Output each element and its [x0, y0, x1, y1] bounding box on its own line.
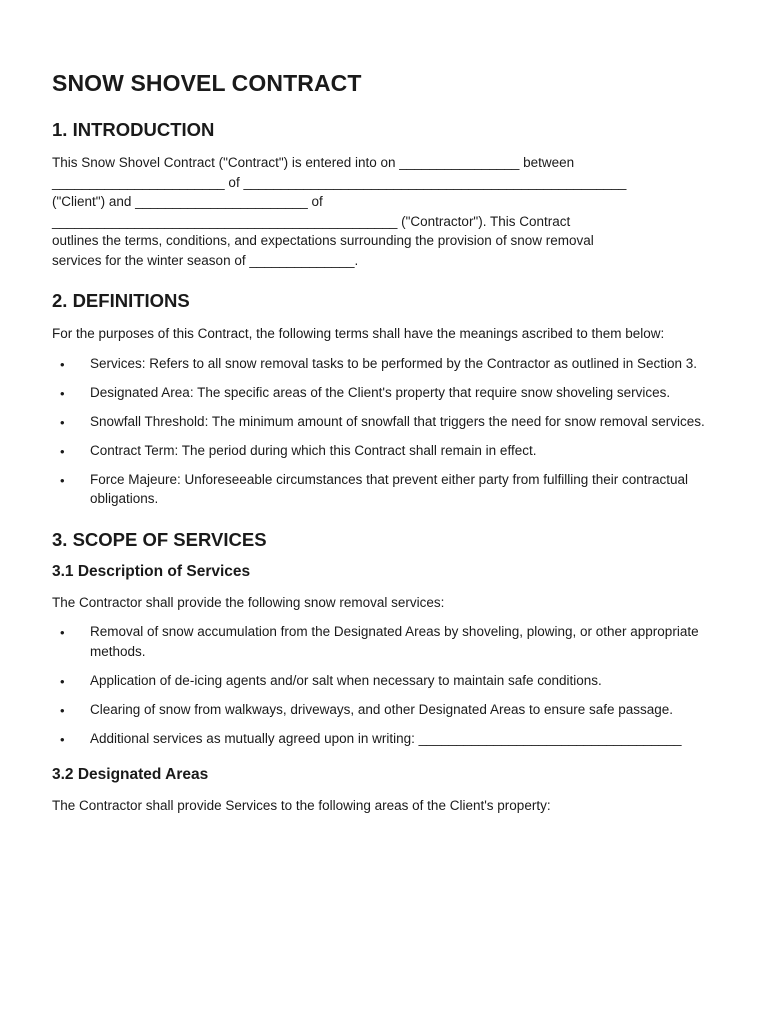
- list-item: [52, 354, 718, 374]
- bullet-icon: •: [60, 731, 65, 747]
- bullet-icon: •: [60, 443, 65, 459]
- bullet-icon: •: [60, 414, 65, 430]
- document-title: SNOW SHOVEL CONTRACT: [52, 70, 362, 96]
- bullet-icon: •: [60, 625, 65, 640]
- introduction-paragraph: [52, 153, 718, 270]
- subsection-areas: [52, 766, 718, 816]
- subsection-description: [52, 563, 718, 749]
- section-introduction: [52, 119, 718, 270]
- description-heading: 3.1 Description of Services: [52, 562, 251, 580]
- bullet-icon: •: [60, 385, 65, 401]
- services-list: [52, 622, 718, 748]
- list-item-text: Additional services as mutually agreed upon in writing: ___________________________________: [90, 730, 682, 746]
- bullet-icon: •: [60, 702, 65, 718]
- list-item: [52, 412, 718, 432]
- list-item-text: Removal of snow accumulation from the Designated Areas by shoveling, plowing, or other appropriate methods.: [90, 624, 699, 659]
- bullet-icon: •: [60, 356, 65, 372]
- description-intro: The Contractor shall provide the following snow removal services:: [52, 594, 445, 610]
- list-item: [52, 470, 718, 509]
- intro-line: This Snow Shovel Contract ("Contract") is entered into on ________________ between: [52, 155, 575, 170]
- introduction-heading: 1. INTRODUCTION: [52, 119, 215, 140]
- list-item: [52, 700, 718, 720]
- bullet-icon: •: [60, 673, 65, 689]
- list-item-text: Application of de-icing agents and/or salt when necessary to maintain safe conditions.: [90, 672, 602, 688]
- definitions-intro: For the purposes of this Contract, the following terms shall have the meanings ascribed to them below:: [52, 326, 665, 341]
- list-item-text: Designated Area: The specific areas of the Client's property that require snow shoveling services.: [90, 384, 671, 400]
- list-item-text: Clearing of snow from walkways, driveways, and other Designated Areas to ensure safe passage.: [90, 701, 674, 717]
- list-item-text: Contract Term: The period during which this Contract shall remain in effect.: [90, 442, 537, 458]
- bullet-icon: •: [60, 472, 65, 488]
- list-item: [52, 383, 718, 403]
- section-scope: [52, 529, 718, 816]
- intro-line: ("Client") and _______________________ of: [52, 194, 323, 209]
- areas-intro: The Contractor shall provide Services to the following areas of the Client's property:: [52, 798, 551, 813]
- list-item: [52, 622, 718, 661]
- list-item-text: Force Majeure: Unforeseeable circumstances that prevent either party from fulfilling their contractual obligations.: [90, 471, 689, 506]
- intro-line: services for the winter season of ______________.: [52, 252, 359, 268]
- list-item: [52, 671, 718, 691]
- intro-line: outlines the terms, conditions, and expectations surrounding the provision of snow removal: [52, 233, 594, 248]
- scope-heading: 3. SCOPE OF SERVICES: [52, 528, 267, 550]
- list-item: [52, 441, 718, 461]
- definitions-list: [52, 354, 718, 509]
- list-item-text: Services: Refers to all snow removal tasks to be performed by the Contractor as outlined in Section 3.: [90, 355, 698, 371]
- intro-line: _______________________ of ___________________________________________________: [52, 174, 627, 190]
- section-definitions: [52, 290, 718, 509]
- list-item: [52, 729, 718, 749]
- intro-line: ______________________________________________ ("Contractor"). This Contract: [52, 213, 571, 229]
- areas-heading: 3.2 Designated Areas: [52, 766, 209, 783]
- list-item-text: Snowfall Threshold: The minimum amount of snowfall that triggers the need for snow removal services.: [90, 413, 705, 429]
- definitions-heading: 2. DEFINITIONS: [52, 290, 190, 311]
